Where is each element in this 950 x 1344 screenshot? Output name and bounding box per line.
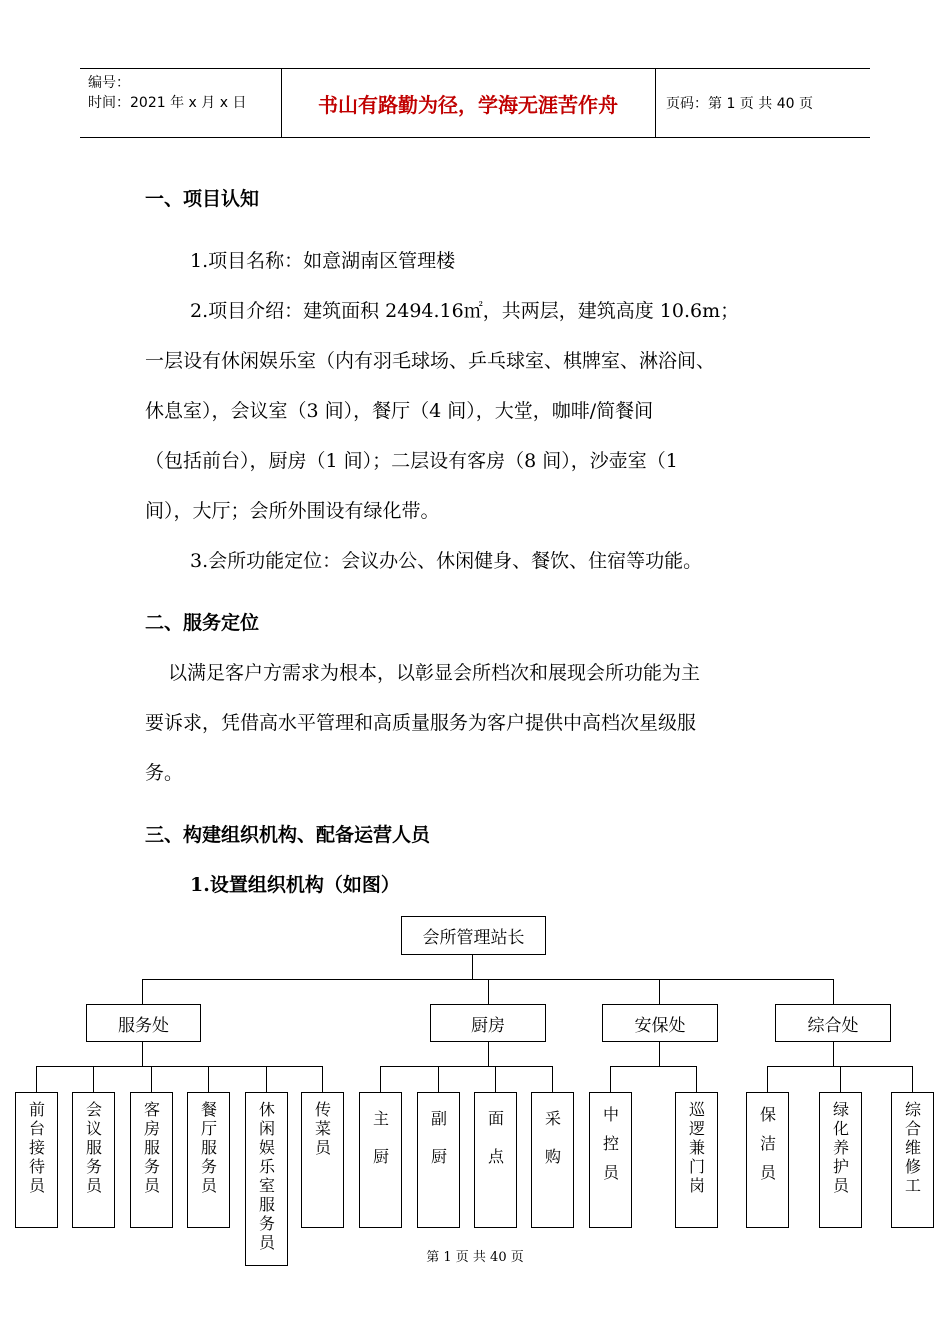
org-role	[72, 1092, 115, 1228]
paragraph: 2.项目介绍：建筑面积 2494.16㎡，共两层，建筑高度 10.6m；	[190, 300, 740, 322]
org-department: 综合处	[775, 1004, 891, 1042]
org-department: 安保处	[602, 1004, 718, 1042]
page-info: 页码：第 1 页 共 40 页	[666, 96, 813, 112]
org-role	[531, 1092, 574, 1228]
org-role-label: 绿化养护员	[832, 1100, 849, 1195]
org-role	[359, 1092, 402, 1228]
header-meta	[88, 73, 246, 113]
org-role-label: 会议服务员	[85, 1100, 102, 1195]
paragraph: 3.会所功能定位：会议办公、休闲健身、餐饮、住宿等功能。	[190, 550, 703, 572]
org-role	[589, 1092, 632, 1228]
org-role-label: 面点	[487, 1109, 504, 1166]
org-role-label: 前台接待员	[28, 1100, 45, 1195]
org-department: 服务处	[86, 1004, 201, 1042]
org-department: 厨房	[430, 1004, 546, 1042]
paragraph: 以满足客户方需求为根本，以彰显会所档次和展现会所功能为主	[168, 662, 701, 684]
org-role-label: 休闲娱乐室服务员	[258, 1100, 275, 1252]
org-role-label: 客房服务员	[143, 1100, 160, 1195]
org-role	[130, 1092, 173, 1228]
org-role	[301, 1092, 344, 1228]
subsection-title: 1.设置组织机构（如图）	[190, 874, 400, 896]
header-divider	[655, 69, 656, 137]
section-title: 三、构建组织机构、配备运营人员	[145, 824, 431, 846]
org-role	[187, 1092, 230, 1228]
org-role	[891, 1092, 934, 1228]
number-label: 编号：	[88, 75, 130, 91]
org-role-label: 采购	[544, 1109, 561, 1166]
time-label: 时间：2021 年 x 月 x 日	[88, 95, 247, 111]
org-role	[417, 1092, 460, 1228]
page-footer: 第 1 页 共 40 页	[426, 1250, 524, 1265]
org-role	[819, 1092, 862, 1228]
org-role-label: 餐厅服务员	[200, 1100, 217, 1195]
paragraph: 一层设有休闲娱乐室（内有羽毛球场、乒乓球室、棋牌室、淋浴间、	[145, 350, 716, 372]
org-role	[746, 1092, 789, 1228]
org-role-label: 综合维修工	[904, 1100, 921, 1195]
paragraph: 间），大厅；会所外围设有绿化带。	[145, 500, 440, 522]
org-role	[245, 1092, 288, 1266]
paragraph: 休息室），会议室（3 间），餐厅（4 间），大堂，咖啡/简餐间	[145, 400, 654, 422]
org-role	[15, 1092, 58, 1228]
paragraph: （包括前台），厨房（1 间）；二层设有客房（8 间），沙壶室（1	[145, 450, 678, 472]
org-role	[675, 1092, 718, 1228]
motto: 书山有路勤为径，学海无涯苦作舟	[318, 92, 618, 117]
org-role	[474, 1092, 517, 1228]
org-role-label: 中控员	[602, 1105, 619, 1182]
org-role-label: 巡逻兼门岗	[688, 1100, 705, 1195]
paragraph: 要诉求，凭借高水平管理和高质量服务为客户提供中高档次星级服	[145, 712, 697, 734]
paragraph: 1.项目名称：如意湖南区管理楼	[190, 250, 456, 272]
org-role-label: 主厨	[372, 1109, 389, 1166]
page-header	[80, 68, 870, 138]
paragraph: 务。	[145, 762, 184, 784]
org-root: 会所管理站长	[401, 916, 546, 955]
org-role-label: 副厨	[430, 1109, 447, 1166]
org-role-label: 保洁员	[759, 1105, 776, 1182]
section-title: 二、服务定位	[145, 612, 260, 634]
org-role-label: 传菜员	[314, 1100, 331, 1157]
section-title: 一、项目认知	[145, 188, 260, 210]
